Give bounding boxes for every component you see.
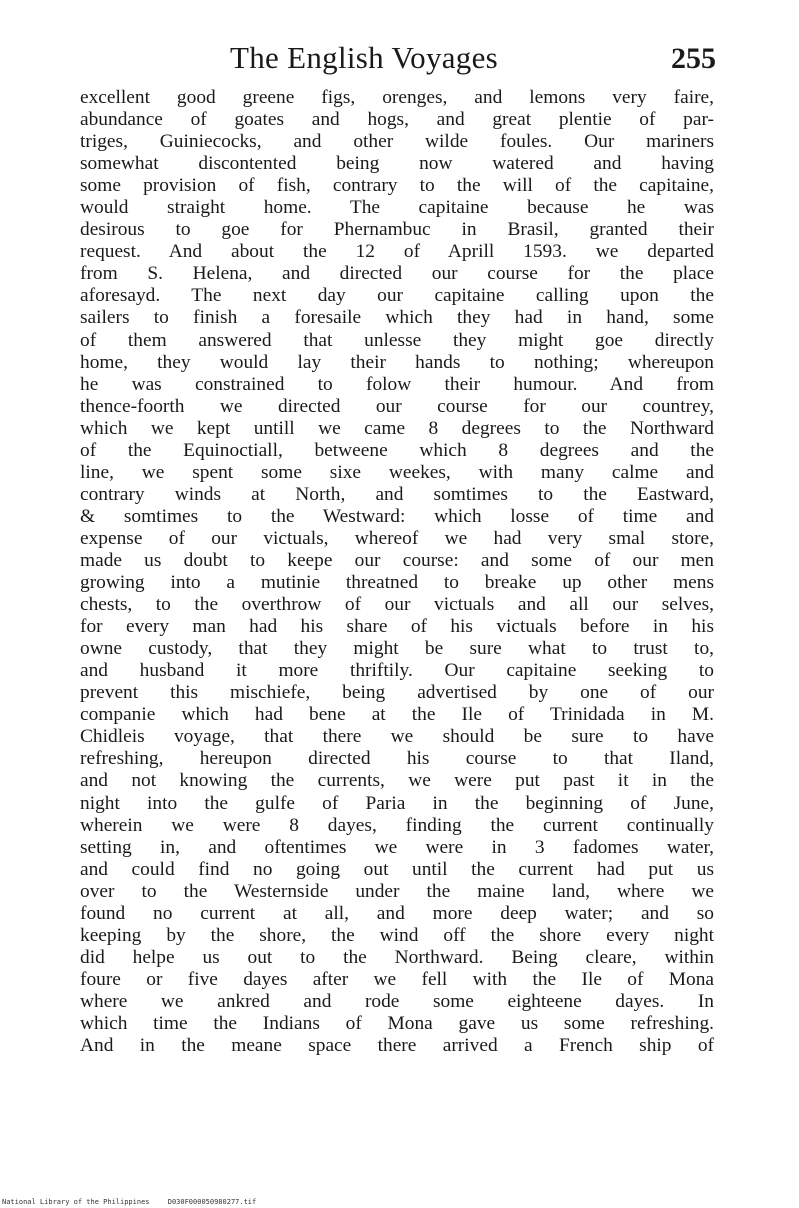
scan-footer bbox=[2, 1198, 270, 1206]
text-line: he was constrained to folow their humour. And from bbox=[80, 373, 714, 395]
text-line: where we ankred and rode some eighteene dayes. In bbox=[80, 990, 714, 1012]
text-line: and husband it more thriftily. Our capitaine seeking to bbox=[80, 660, 714, 682]
text-line: thence-foorth we directed our course for our countrey, bbox=[80, 395, 714, 417]
text-line: and not knowing the currents, we were put past it in the bbox=[80, 770, 714, 792]
text-line: prevent this mischiefe, being advertised by one of our bbox=[80, 682, 714, 704]
text-line: & somtimes to the Westward: which losse of time and bbox=[80, 505, 714, 527]
footer-library: National Library of the Philippines bbox=[2, 1198, 150, 1206]
text-line: owne custody, that they might be sure what to trust to, bbox=[80, 638, 714, 660]
text-line: night into the gulfe of Paria in the beginning of June, bbox=[80, 792, 714, 814]
text-line: abundance of goates and hogs, and great plentie of par- bbox=[80, 109, 714, 131]
page-number: 255 bbox=[671, 42, 716, 75]
text-line: expense of our victuals, whereof we had very smal store, bbox=[80, 527, 714, 549]
text-line: refreshing, hereupon directed his course to that Iland, bbox=[80, 748, 714, 770]
text-line: wherein we were 8 dayes, finding the current continually bbox=[80, 814, 714, 836]
text-line: made us doubt to keepe our course: and some of our men bbox=[80, 549, 714, 571]
text-line: foure or five dayes after we fell with the Ile of Mona bbox=[80, 968, 714, 990]
text-line: and could find no going out until the current had put us bbox=[80, 858, 714, 880]
text-line: for every man had his share of his victuals before in his bbox=[80, 616, 714, 638]
text-line: over to the Westernside under the maine land, where we bbox=[80, 880, 714, 902]
text-line: did helpe us out to the Northward. Being cleare, within bbox=[80, 946, 714, 968]
text-line: line, we spent some sixe weekes, with many calme and bbox=[80, 461, 714, 483]
text-line: from S. Helena, and directed our course for the place bbox=[80, 263, 714, 285]
text-line: found no current at all, and more deep water; and so bbox=[80, 902, 714, 924]
text-line: chests, to the overthrow of our victuals and all our selves, bbox=[80, 594, 714, 616]
text-line: desirous to goe for Phernambuc in Brasil, granted their bbox=[80, 219, 714, 241]
text-line: growing into a mutinie threatned to breake up other mens bbox=[80, 572, 714, 594]
text-line: of the Equinoctiall, betweene which 8 degrees and the bbox=[80, 439, 714, 461]
text-line: companie which had bene at the Ile of Trinidada in M. bbox=[80, 704, 714, 726]
text-line: triges, Guiniecocks, and other wilde foules. Our mariners bbox=[80, 131, 714, 153]
text-line: home, they would lay their hands to nothing; whereupon bbox=[80, 351, 714, 373]
running-title: The English Voyages bbox=[230, 40, 499, 75]
text-line: some provision of fish, contrary to the will of the capitaine, bbox=[80, 175, 714, 197]
text-line: excellent good greene figs, orenges, and lemons very faire, bbox=[80, 87, 714, 108]
text-line: Chidleis voyage, that there we should be sure to have bbox=[80, 726, 714, 748]
text-line: keeping by the shore, the wind off the shore every night bbox=[80, 924, 714, 946]
text-line: which time the Indians of Mona gave us some refreshing. bbox=[80, 1012, 714, 1034]
text-line: contrary winds at North, and somtimes to the Eastward, bbox=[80, 483, 714, 505]
text-line: And in the meane space there arrived a French ship of bbox=[80, 1035, 714, 1057]
text-line: sailers to finish a foresaile which they had in hand, some bbox=[80, 307, 714, 329]
text-line: request. And about the 12 of Aprill 1593. we departed bbox=[80, 241, 714, 263]
text-line: somewhat discontented being now watered and having bbox=[80, 153, 714, 175]
page-header bbox=[80, 40, 720, 84]
body-text bbox=[80, 87, 714, 1057]
text-line: of them answered that unlesse they might goe directly bbox=[80, 329, 714, 351]
text-line: would straight home. The capitaine because he was bbox=[80, 197, 714, 219]
text-line: setting in, and oftentimes we were in 3 fadomes water, bbox=[80, 836, 714, 858]
text-line: aforesayd. The next day our capitaine calling upon the bbox=[80, 285, 714, 307]
text-line: which we kept untill we came 8 degrees to the Northward bbox=[80, 417, 714, 439]
footer-filename: D030F000050980277.tif bbox=[167, 1198, 257, 1206]
